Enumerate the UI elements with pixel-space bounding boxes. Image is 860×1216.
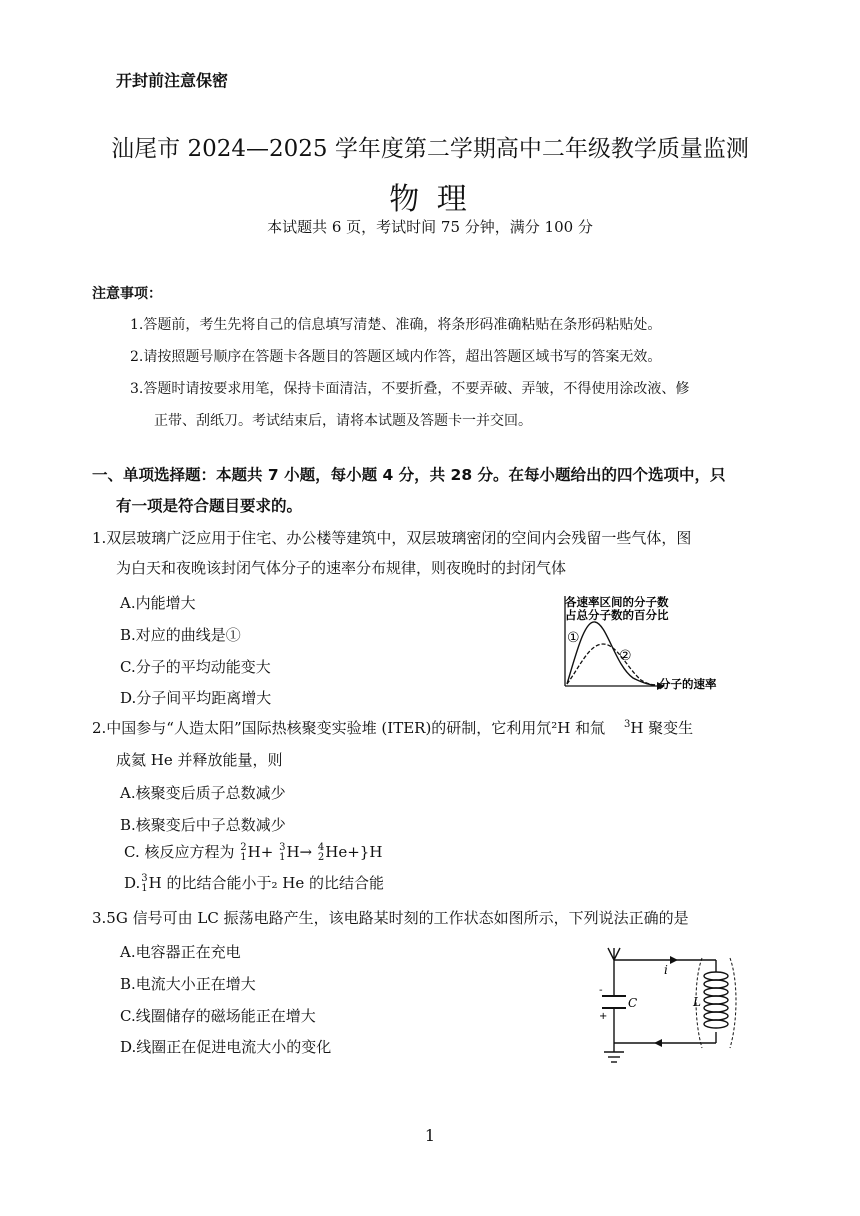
curve-1 <box>567 622 655 685</box>
figure-ylabel-1: 各速率区间的分子数 <box>565 595 669 609</box>
exam-info: 本试题共 6 页，考试时间 75 分钟，满分 100 分 <box>267 218 593 236</box>
current-arrow-bottom <box>654 1039 662 1047</box>
note-item-1: 1.答题前，考生先将自己的信息填写清楚、准确，将条形码准确粘贴在条形码粘贴处。 <box>130 317 662 333</box>
note-item-3-cont: 正带、刮纸刀。考试结束后，请将本试题及答题卡一并交回。 <box>154 413 532 429</box>
curve-2 <box>567 644 657 685</box>
helium-symbol: 4 2 <box>317 842 325 863</box>
inductor-label: L <box>693 995 701 1009</box>
figure-ylabel-2: 占总分子数的百分比 <box>565 608 669 622</box>
field-line-right <box>730 958 736 1048</box>
q1-stem-cont: 为白天和夜晚该封闭气体分子的速率分布规律，则夜晚时的封闭气体 <box>116 559 567 577</box>
q1-option-b: B.对应的曲线是① <box>120 626 241 644</box>
q2-option-c: C. 核反应方程为 2 1 H+ 3 1 H→ 4 2 He+}H <box>124 842 383 863</box>
svg-text:-: - <box>599 985 603 996</box>
q2-option-c-prefix: C. 核反应方程为 <box>124 843 235 861</box>
q2-stem-part2: H 聚变生 <box>630 719 694 737</box>
curve-1-label: ① <box>567 630 580 646</box>
subject-title: 物 理 <box>389 182 471 217</box>
q2-stem-part1: 2.中国参与“人造太阳”国际热核聚变实验堆 (ITER)的研制，它利用氘²H 和氚 <box>92 719 606 737</box>
antenna-icon <box>608 948 620 960</box>
q2-option-c-suffix: He+}H <box>325 843 383 861</box>
inductor-coil <box>704 972 728 1028</box>
q3-option-d: D.线圈正在促进电流大小的变化 <box>120 1038 332 1056</box>
lc-circuit-figure <box>598 940 748 1075</box>
q3-stem: 3.5G 信号可由 LC 振荡电路产生，该电路某时刻的工作状态如图所示，下列说法正确的是 <box>92 909 689 927</box>
current-arrow-top <box>670 956 678 964</box>
current-label: i <box>664 963 668 977</box>
section-heading: 一、单项选择题：本题共 7 小题，每小题 4 分，共 28 分。在每小题给出的四个选项中，只 <box>92 466 726 484</box>
q2-option-a: A.核聚变后质子总数减少 <box>120 784 286 802</box>
confidential-notice: 开封前注意保密 <box>116 71 229 90</box>
q2-stem-cont: 成氦 He 并释放能量，则 <box>116 751 283 769</box>
exam-title: 汕尾市 2024—2025 学年度第二学期高中二年级教学质量监测 <box>111 136 749 162</box>
q2-stem <box>92 717 693 738</box>
q1-option-a: A.内能增大 <box>120 594 196 612</box>
q1-stem: 1.双层玻璃广泛应用于住宅、办公楼等建筑中，双层玻璃密闭的空间内会残留一些气体，图 <box>92 529 692 547</box>
q2-option-d-text: H 的比结合能小于₂ He 的比结合能 <box>148 874 384 892</box>
speed-distribution-figure <box>555 590 740 700</box>
q3-option-a: A.电容器正在充电 <box>120 943 241 961</box>
q3-option-c: C.线圈储存的磁场能正在增大 <box>120 1007 316 1025</box>
page-number: 1 <box>424 1126 436 1145</box>
note-item-3: 3.答题时请按要求用笔，保持卡面清洁，不要折叠，不要弄破、弄皱，不得使用涂改液、修 <box>130 381 690 397</box>
q3-option-b: B.电流大小正在增大 <box>120 975 256 993</box>
figure-xlabel: 分子的速率 <box>659 677 717 691</box>
curve-2-label: ② <box>619 648 632 664</box>
deuterium-symbol: 2 1 <box>240 842 247 863</box>
q2-option-d: D. 3 1 H 的比结合能小于₂ He 的比结合能 <box>124 873 384 894</box>
capacitor-label: C <box>628 996 638 1010</box>
q1-option-d: D.分子间平均距离增大 <box>120 689 272 707</box>
q2-option-b: B.核聚变后中子总数减少 <box>120 816 286 834</box>
svg-text:+: + <box>599 1011 608 1022</box>
tritium-symbol: 3 1 <box>279 842 286 863</box>
q1-option-c: C.分子的平均动能变大 <box>120 658 271 676</box>
section-heading-cont: 有一项是符合题目要求的。 <box>116 497 303 515</box>
notes-heading: 注意事项： <box>92 286 162 302</box>
tritium-mass-number: 3 <box>623 719 631 730</box>
tritium-symbol-d: 3 1 <box>141 873 148 894</box>
note-item-2: 2.请按照题号顺序在答题卡各题目的答题区域内作答，超出答题区域书写的答案无效。 <box>130 349 662 365</box>
